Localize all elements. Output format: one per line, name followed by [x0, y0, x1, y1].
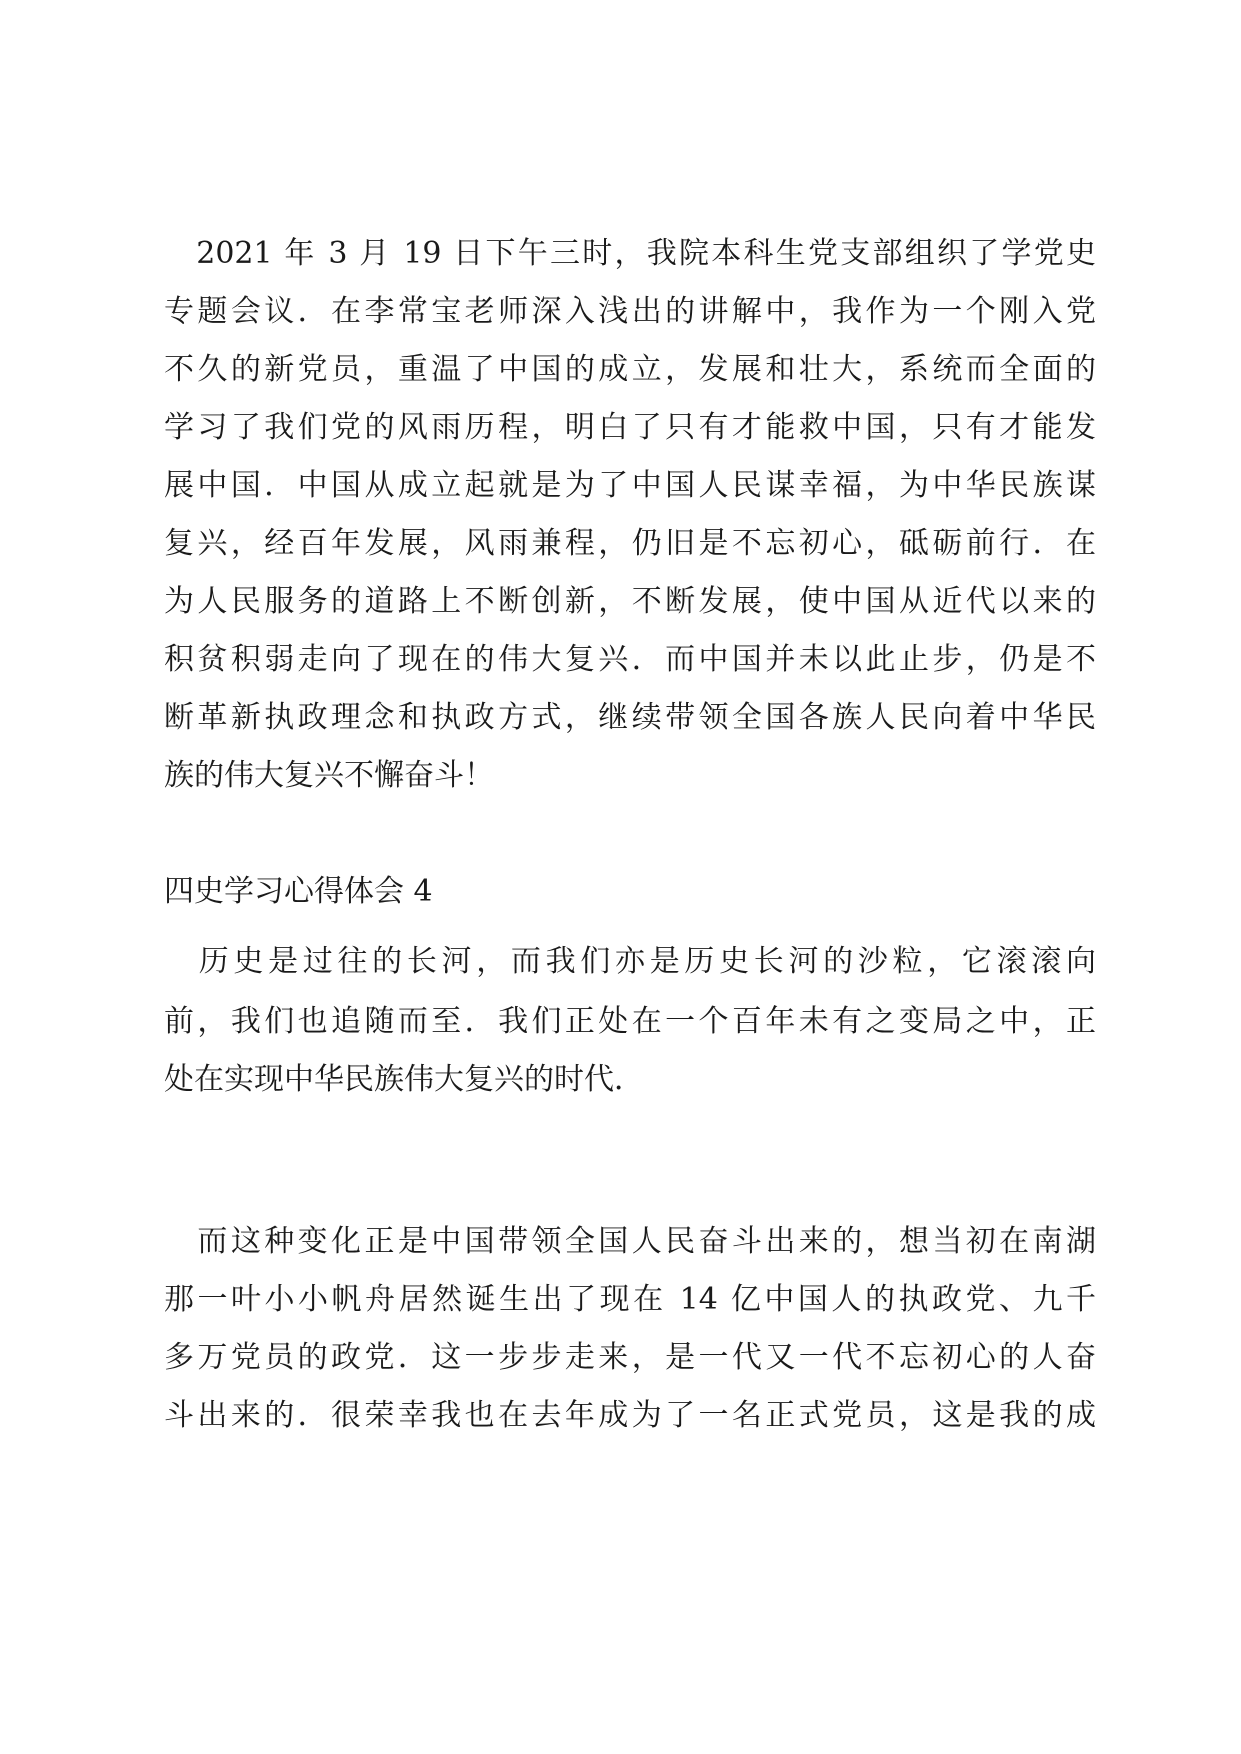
paragraph-line: 为人民服务的道路上不断创新，不断发展，使中国从近代以来的	[164, 584, 1096, 619]
paragraph-line: 处在实现中华民族伟大复兴的时代．	[164, 1062, 644, 1097]
paragraph-line: 不久的新党员，重温了中国的成立，发展和壮大，系统而全面的	[164, 352, 1096, 387]
paragraph-line: 族的伟大复兴不懈奋斗！	[164, 758, 494, 793]
paragraph-line: 2021 年 3 月 19 日下午三时，我院本科生党支部组织了学党史	[164, 236, 1096, 271]
paragraph-line: 前，我们也追随而至．我们正处在一个百年未有之变局之中，正	[164, 1004, 1096, 1039]
section-heading: 四史学习心得体会 4	[164, 874, 433, 909]
paragraph-line: 展中国．中国从成立起就是为了中国人民谋幸福，为中华民族谋	[164, 468, 1096, 503]
paragraph-line: 积贫积弱走向了现在的伟大复兴．而中国并未以此止步，仍是不	[164, 642, 1096, 677]
paragraph-line: 学习了我们党的风雨历程，明白了只有才能救中国，只有才能发	[164, 410, 1096, 445]
paragraph-line: 断革新执政理念和执政方式，继续带领全国各族人民向着中华民	[164, 700, 1096, 735]
paragraph-line: 历史是过往的长河，而我们亦是历史长河的沙粒，它滚滚向	[164, 944, 1096, 979]
paragraph-line: 复兴，经百年发展，风雨兼程，仍旧是不忘初心，砥砺前行．在	[164, 526, 1096, 561]
paragraph-line: 专题会议．在李常宝老师深入浅出的讲解中，我作为一个刚入党	[164, 294, 1096, 329]
paragraph-line: 而这种变化正是中国带领全国人民奋斗出来的，想当初在南湖	[164, 1224, 1096, 1259]
paragraph-line: 那一叶小小帆舟居然诞生出了现在 14 亿中国人的执政党、九千	[164, 1282, 1096, 1317]
paragraph-line: 斗出来的．很荣幸我也在去年成为了一名正式党员，这是我的成	[164, 1398, 1096, 1433]
paragraph-line: 多万党员的政党．这一步步走来，是一代又一代不忘初心的人奋	[164, 1340, 1096, 1375]
